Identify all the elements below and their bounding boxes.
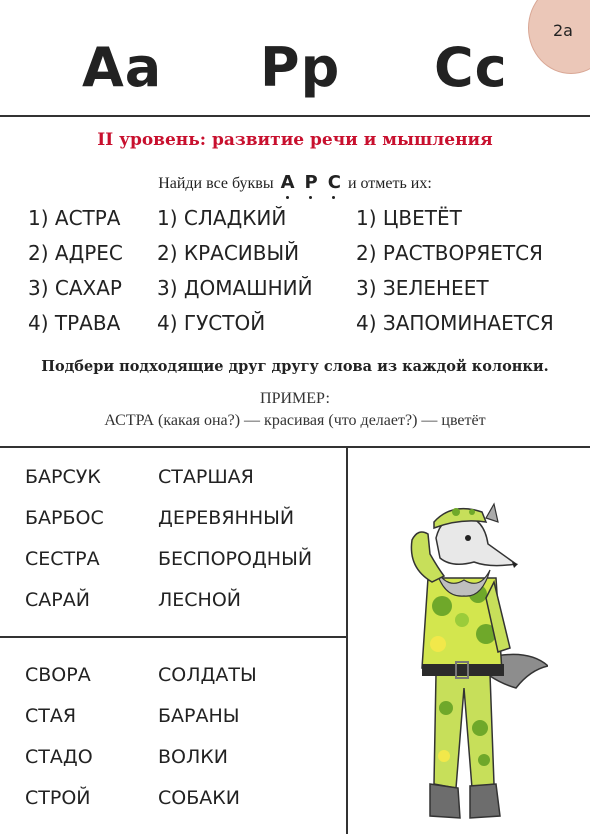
word-item: 4) ГУСТОЙ <box>157 311 266 335</box>
instruction-line <box>0 172 590 193</box>
box-word: СТАЯ <box>25 705 77 727</box>
word-item: 2) РАСТВОРЯЕТСЯ <box>356 241 543 265</box>
level-title: II уровень: развитие речи и мышления <box>97 130 493 150</box>
box-top-border <box>0 446 590 448</box>
box-word: СОЛДАТЫ <box>158 664 257 686</box>
box-bottom-left-column <box>25 664 93 828</box>
word-column-adjectives <box>157 206 313 346</box>
letter-header <box>0 36 590 106</box>
box-word: СТРОЙ <box>25 787 91 809</box>
box-top-right-column <box>158 466 312 630</box>
box-vertical-divider <box>346 446 348 834</box>
box-word: БЕСПОРОДНЫЙ <box>158 548 313 570</box>
example-text: АСТРА (какая она?) — красивая (что делает?) — цветёт <box>104 412 486 429</box>
word-column-nouns <box>28 206 123 346</box>
page-number: 2а <box>553 21 573 40</box>
header-divider <box>0 115 590 117</box>
word-item: 1) ЦВЕТЁТ <box>356 206 462 230</box>
box-middle-divider <box>0 636 347 638</box>
instruction-letter-r: Р <box>305 172 318 193</box>
box-word: СТАРШАЯ <box>158 466 254 488</box>
letter-pair-r: Рр <box>260 36 341 99</box>
box-word: БАРСУК <box>25 466 101 488</box>
box-word: БАРАНЫ <box>158 705 240 727</box>
box-word: СВОРА <box>25 664 91 686</box>
word-item: 3) ДОМАШНИЙ <box>157 276 313 300</box>
example-label: ПРИМЕР: <box>260 390 330 407</box>
letter-pair-s: Сс <box>434 36 508 99</box>
box-word: ДЕРЕВЯННЫЙ <box>158 507 295 529</box>
word-item: 4) ТРАВА <box>28 311 121 335</box>
word-item: 4) ЗАПОМИНАЕТСЯ <box>356 311 554 335</box>
instruction-letter-a: А <box>281 172 295 193</box>
box-bottom-right-column <box>158 664 257 828</box>
box-word: СЕСТРА <box>25 548 100 570</box>
wolf-soldier-illustration <box>398 498 548 828</box>
box-word: ЛЕСНОЙ <box>158 589 242 611</box>
word-item: 3) САХАР <box>28 276 122 300</box>
word-column-verbs <box>356 206 554 346</box>
instruction-prefix: Найди все буквы <box>158 175 274 192</box>
box-word: СТАДО <box>25 746 93 768</box>
box-top-left-column <box>25 466 104 630</box>
word-item: 1) АСТРА <box>28 206 121 230</box>
task-text: Подбери подходящие друг другу слова из каждой колонки. <box>41 358 549 375</box>
letter-pair-a: Аа <box>82 36 163 99</box>
box-word: ВОЛКИ <box>158 746 228 768</box>
box-word: СОБАКИ <box>158 787 240 809</box>
word-item: 2) АДРЕС <box>28 241 123 265</box>
word-item: 1) СЛАДКИЙ <box>157 206 287 230</box>
instruction-suffix: и отметь их: <box>347 175 432 192</box>
box-word: БАРБОС <box>25 507 104 529</box>
instruction-letter-s: С <box>328 172 341 193</box>
word-item: 3) ЗЕЛЕНЕЕТ <box>356 276 489 300</box>
word-item: 2) КРАСИВЫЙ <box>157 241 300 265</box>
box-word: САРАЙ <box>25 589 90 611</box>
